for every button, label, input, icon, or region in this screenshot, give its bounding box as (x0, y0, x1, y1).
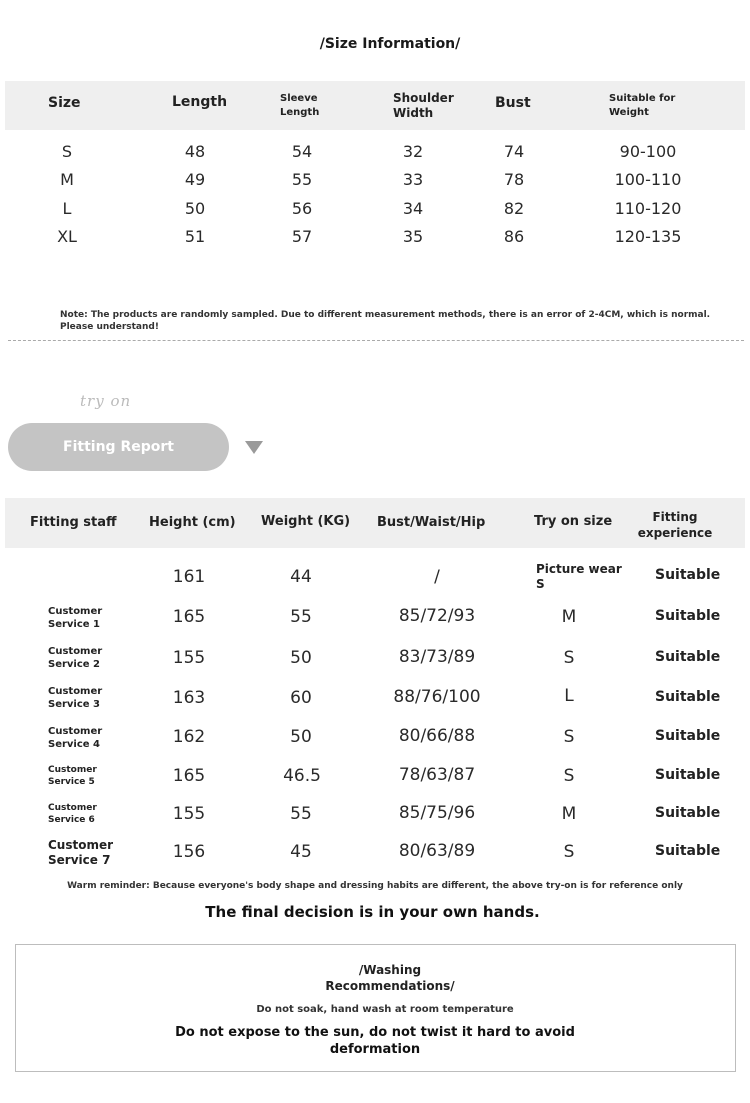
experience-cell: Suitable (655, 608, 721, 624)
sleeve-cell: 54 (291, 142, 313, 161)
fit-header-staff: Fitting staff (30, 515, 117, 530)
height-cell: 155 (172, 804, 206, 824)
staff-cell-line2: Service 5 (48, 777, 95, 787)
size-header-shoulder-line1: Shoulder (393, 91, 454, 105)
caret-down-icon (245, 441, 263, 454)
staff-cell (48, 802, 97, 826)
bwh-cell: 88/76/100 (393, 687, 481, 707)
sleeve-cell: 55 (291, 170, 313, 189)
size-cell: M (561, 607, 577, 627)
weight-cell: 100-110 (614, 170, 682, 189)
staff-cell-line1: Customer (48, 838, 114, 852)
weight-cell: 110-120 (614, 199, 682, 218)
staff-cell (48, 764, 97, 788)
staff-cell-line1: Customer (48, 726, 103, 737)
height-cell: 165 (172, 766, 206, 786)
height-cell: 162 (172, 727, 206, 747)
staff-cell-line2: Service 6 (48, 815, 95, 825)
size-cell: XL (57, 227, 77, 246)
measurement-note-line1: Note: The products are randomly sampled. Due to different measurement methods, there is an error of 2-4CM, which is normal. (60, 310, 711, 320)
sleeve-cell: 57 (291, 227, 313, 246)
shoulder-cell: 32 (402, 142, 424, 161)
staff-cell-line2: Service 1 (48, 619, 101, 630)
staff-cell-line2: Service 7 (48, 853, 111, 867)
weight-cell: 55 (290, 804, 312, 824)
staff-cell-line2: Service 2 (48, 659, 101, 670)
washing-line-2a: Do not expose to the sun, do not twist it hard to avoid (175, 1025, 575, 1040)
washing-title-line2: Recommendations/ (325, 979, 455, 993)
bust-cell: 86 (503, 227, 525, 246)
fit-header-height: Height (cm) (149, 515, 236, 530)
size-header-weight-line1: Suitable for (609, 93, 676, 104)
bwh-cell: / (434, 567, 440, 587)
length-cell: 48 (184, 142, 206, 161)
experience-cell: Suitable (655, 843, 721, 859)
weight-cell: 60 (290, 688, 312, 708)
washing-line-2 (160, 1024, 590, 1058)
bust-cell: 74 (503, 142, 525, 161)
length-cell: 51 (184, 227, 206, 246)
experience-cell: Suitable (655, 767, 721, 783)
size-cell: L (564, 686, 574, 706)
washing-title (240, 962, 540, 994)
weight-cell: 46.5 (283, 766, 321, 786)
measurement-note (60, 309, 730, 333)
size-cell: L (62, 199, 72, 218)
size-header-shoulder-line2: Width (393, 106, 434, 120)
fit-header-size: Try on size (534, 514, 613, 529)
staff-cell-line1: Customer (48, 646, 103, 657)
staff-cell (48, 725, 102, 751)
staff-cell-line1: Customer (48, 765, 97, 775)
weight-cell: 44 (290, 567, 312, 587)
fitting-report-badge: Fitting Report (8, 423, 229, 471)
size-header-size: Size (48, 95, 81, 111)
size-cell: S (563, 842, 575, 862)
size-cell: S (563, 766, 575, 786)
size-header-sleeve (280, 92, 319, 120)
bwh-cell: 78/63/87 (398, 765, 476, 785)
staff-cell (48, 645, 102, 671)
staff-cell (48, 685, 102, 711)
staff-cell-line1: Customer (48, 803, 97, 813)
staff-cell (48, 838, 113, 868)
height-cell: 156 (172, 842, 206, 862)
weight-cell: 55 (290, 607, 312, 627)
height-cell: 161 (172, 567, 206, 587)
size-header-shoulder (393, 91, 454, 121)
size-header-length: Length (172, 94, 228, 110)
washing-line-2b: deformation (329, 1042, 421, 1057)
measurement-note-line2: Please understand! (60, 322, 159, 332)
bwh-cell: 85/72/93 (398, 606, 476, 626)
washing-title-line1: /Washing (358, 963, 422, 977)
staff-cell (48, 605, 102, 631)
warm-reminder: Warm reminder: Because everyone's body shape and dressing habits are different, the above try-on is for reference only (67, 881, 683, 891)
size-header-weight-line2: Weight (609, 107, 649, 118)
fit-header-bwh: Bust/Waist/Hip (377, 515, 486, 530)
staff-cell-line2: Service 3 (48, 699, 101, 710)
staff-cell-line2: Service 4 (48, 739, 101, 750)
weight-cell: 90-100 (619, 142, 677, 161)
size-cell: Picture wear S (536, 562, 622, 591)
size-cell: M (561, 804, 577, 824)
height-cell: 165 (172, 607, 206, 627)
weight-cell: 50 (290, 648, 312, 668)
size-cell: S (563, 648, 575, 668)
bwh-cell: 85/75/96 (398, 803, 476, 823)
length-cell: 49 (184, 170, 206, 189)
size-header-sleeve-line2: Length (280, 107, 320, 118)
final-decision-text: The final decision is in your own hands. (205, 903, 540, 921)
size-cell: M (60, 170, 74, 189)
bust-cell: 82 (503, 199, 525, 218)
weight-cell: 50 (290, 727, 312, 747)
size-header-weight (609, 92, 675, 120)
size-header-sleeve-line1: Sleeve (280, 93, 318, 104)
experience-cell: Suitable (655, 567, 721, 583)
experience-cell: Suitable (655, 689, 721, 705)
staff-cell-line1: Customer (48, 606, 103, 617)
shoulder-cell: 34 (402, 199, 424, 218)
bwh-cell: 83/73/89 (398, 647, 476, 667)
sleeve-cell: 56 (291, 199, 313, 218)
size-header-bust: Bust (495, 95, 531, 111)
fit-header-experience-line2: experience (637, 526, 713, 540)
bwh-cell: 80/66/88 (398, 726, 476, 746)
shoulder-cell: 35 (402, 227, 424, 246)
height-cell: 163 (172, 688, 206, 708)
section-divider (8, 340, 744, 341)
experience-cell: Suitable (655, 649, 721, 665)
weight-cell: 120-135 (614, 227, 682, 246)
experience-cell: Suitable (655, 728, 721, 744)
length-cell: 50 (184, 199, 206, 218)
fit-header-weight: Weight (KG) (261, 514, 351, 529)
size-info-title: /Size Information/ (319, 36, 461, 52)
fit-header-experience-line1: Fitting (652, 510, 698, 524)
staff-cell-line1: Customer (48, 686, 103, 697)
fit-header-experience (631, 509, 719, 541)
weight-cell: 45 (290, 842, 312, 862)
washing-line-1: Do not soak, hand wash at room temperature (256, 1004, 514, 1015)
shoulder-cell: 33 (402, 170, 424, 189)
try-on-script: try on (80, 392, 132, 410)
size-cell: S (61, 142, 73, 161)
bwh-cell: 80/63/89 (398, 841, 476, 861)
experience-cell: Suitable (655, 805, 721, 821)
size-cell: S (563, 727, 575, 747)
height-cell: 155 (172, 648, 206, 668)
bust-cell: 78 (503, 170, 525, 189)
